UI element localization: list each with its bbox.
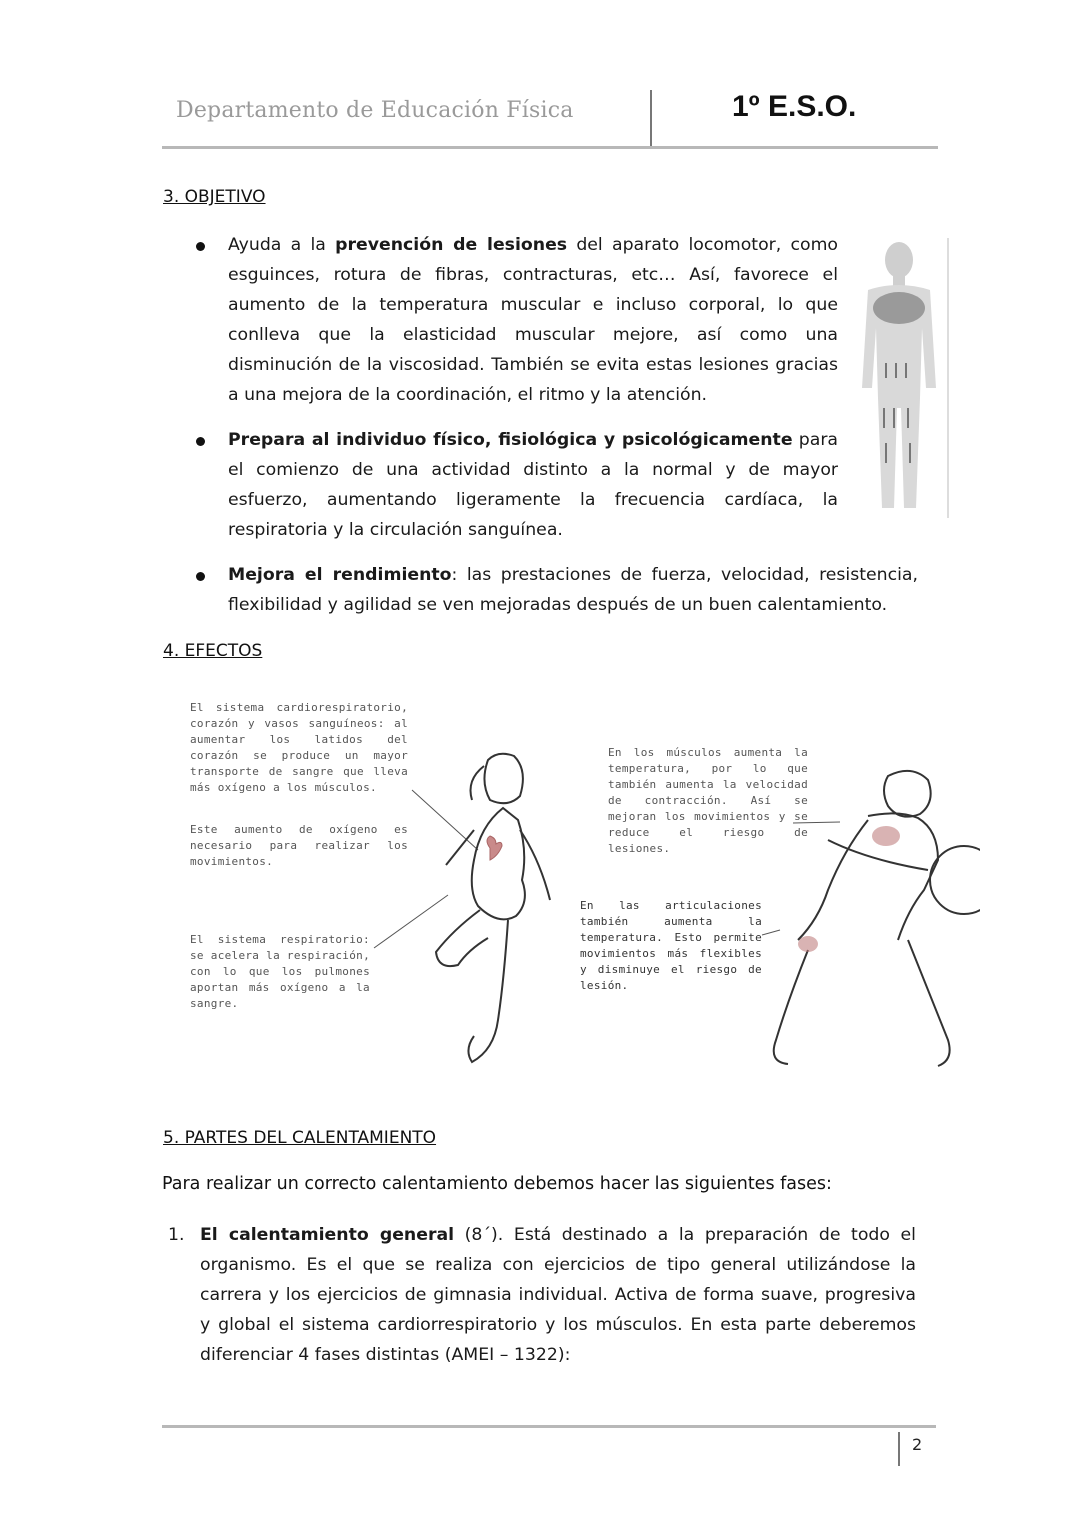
pointer-lines: [374, 790, 840, 948]
effects-illustration: [168, 690, 980, 1085]
ball-player-figure-icon: [774, 771, 980, 1066]
grade-label: 1º E.S.O.: [732, 90, 857, 123]
section-title-efectos: 4. EFECTOS: [163, 641, 263, 661]
heart-icon: [487, 836, 502, 860]
bullet-text: : las prestaciones de fuerza, velocidad, resistencia, flexibilidad y agilidad se ven mejoradas después de un buen calentamiento.: [228, 565, 918, 615]
list-item-text: [200, 1220, 916, 1370]
objetivo-list: [190, 230, 918, 635]
annotation-cardio: El sistema cardiorespiratorio, corazón y vasos sanguíneos: al aumentar los latidos del corazón se produce un mayor transporte de sangre que lleva más oxígeno a los músculos.: [190, 701, 408, 794]
list-number: 1.: [168, 1225, 185, 1245]
annotation-musculos: En los músculos aumenta la temperatura, por lo que también aumenta la velocidad de contracción. Así se mejoran los movimientos y se reduce el riesgo de lesiones.: [608, 746, 808, 855]
page-number-box: [898, 1432, 932, 1466]
page-header: [162, 70, 938, 150]
list-item-bold: El calentamiento general: [200, 1225, 455, 1245]
bullet-text: para el comienzo de una actividad distinto a la normal y de mayor esfuerzo, aumentando ligeramente la frecuencia cardíaca, la respiratoria y la circulación sanguínea.: [228, 430, 839, 540]
partes-intro: Para realizar un correcto calentamiento debemos hacer las siguientes fases:: [162, 1174, 832, 1194]
objetivo-bullet-1: [190, 230, 838, 410]
page-number: 2: [912, 1435, 923, 1454]
partes-item-1: [168, 1220, 916, 1370]
bullet-bold: Mejora el rendimiento: [228, 565, 452, 585]
knee-highlight: [798, 936, 818, 952]
bullet-dot-icon: [196, 572, 205, 581]
footer-rule: [162, 1425, 936, 1428]
shoulder-highlight: [872, 826, 900, 846]
annotation-respiratorio: El sistema respiratorio: se acelera la respiración, con lo que los pulmones aportan más oxígeno a la sangre.: [190, 933, 370, 1010]
list-item-body: (8´). Está destinado a la preparación de todo el organismo. Es el que se realiza con ejercicios de tipo general utilizándose la carrera y los ejercicios de gimnasia individual. Activa de forma suave, progresiva y global el sistema cardiorrespiratorio y los músculos. En esta parte deberemos diferenciar 4 fases distintas (AMEI – 1322):: [200, 1225, 916, 1365]
header-divider: [650, 90, 652, 148]
bullet-dot-icon: [196, 437, 205, 446]
bullet-bold: prevención de lesiones: [335, 235, 568, 255]
section-title-objetivo: 3. OBJETIVO: [163, 187, 266, 207]
annotation-articulaciones: En las articulaciones también aumenta la temperatura. Esto permite movimientos más flexibles y disminuye el riesgo de lesión.: [580, 899, 762, 992]
body-muscle-figure-icon: [846, 238, 951, 518]
bullet-text: Ayuda a la: [228, 235, 336, 255]
department-title: Departamento de Educación Física: [176, 98, 574, 123]
runner-figure-icon: [436, 754, 550, 1062]
objetivo-bullet-3: [190, 560, 918, 620]
header-rule: [162, 146, 938, 149]
effects-drawing: [168, 690, 980, 1085]
bullet-text: del aparato locomotor, como esguinces, rotura de fibras, contracturas, etc… Así, favorece el aumento de la temperatura muscular e incluso corporal, lo que conlleva que la elasticidad muscular mejore, así como una disminución de la viscosidad. También se evita estas lesiones gracias a una mejora de la coordinación, el ritmo y la atención.: [228, 235, 838, 405]
annotation-cardio-2: Este aumento de oxígeno es necesario para realizar los movimientos.: [190, 823, 408, 868]
section-title-partes: 5. PARTES DEL CALENTAMIENTO: [163, 1128, 437, 1148]
objetivo-bullet-2: [190, 425, 838, 545]
bullet-dot-icon: [196, 242, 205, 251]
bullet-bold: Prepara al individuo físico, fisiológica y psicológicamente: [228, 430, 793, 450]
